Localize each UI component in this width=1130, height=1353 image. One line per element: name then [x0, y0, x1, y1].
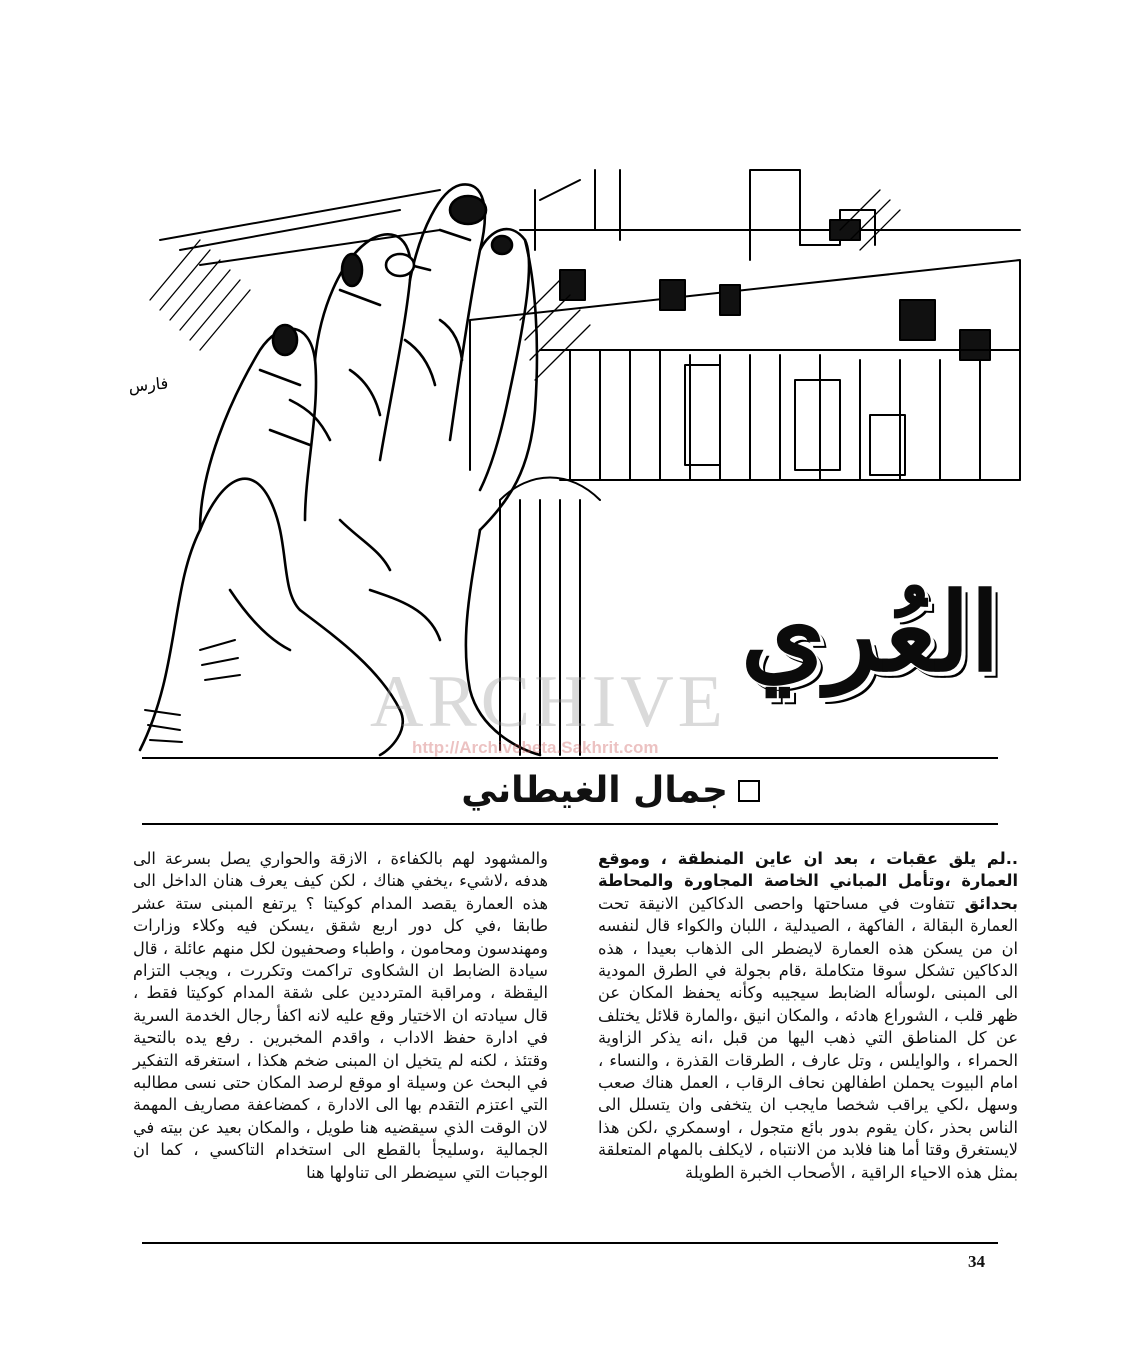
article-column-right — [598, 848, 1018, 1184]
artist-signature: فارس — [127, 373, 169, 396]
article-title: العُري — [740, 570, 1000, 696]
square-bullet-icon — [738, 780, 760, 802]
article-column-left — [133, 848, 548, 1184]
watermark-url: http://Archivebeta.Sakhrit.com — [412, 738, 659, 757]
bottom-rule — [142, 1242, 998, 1244]
byline-rule — [142, 823, 998, 825]
article-lead: ..لم يلق عقبات ، بعد ان عاين المنطقة ، وموقع العمارة ،وتأمل المباني الخاصة المجاورة والمحاطة بحدائق — [598, 849, 1018, 913]
watermark: ARCHIVE — [370, 661, 727, 743]
author-name: جمال الغيطاني — [461, 770, 728, 811]
author-byline — [461, 770, 760, 811]
article-body-right: تتفاوت في مساحتها واحصى الدكاكين الانيقة تحت العمارة البقالة ، الفاكهة ، الصيدلية ، اللبان والكواء قال لنفسه ان من يسكن هذه العمارة لايضطر الى الذهاب بعيدا ، هذه الدكاكين تشكل سوقا متكاملة ،قام بجولة في الطرق المودية الى المبنى ،لوسأله الضابط سيجيبه وكأنه يحفظ المكان عن ظهر قلب ، الشوراع هادئه ، والمكان انيق ،والمارة قلائل يختلف عن كل المناطق التي ذهب اليها من قبل ،انه يذكر الزاوية الحمراء ، والوايلس ، وتل عارف ، الطرقات القذرة ، والنساء ، امام البيوت يحملن اطفالهن نحاف الرقاب ، العمل هناك صعب وسهل ،لكي يراقب شخصا مايجب ان يتخفى وان يتسلل الى الناس بحذر ،كان يقوم بدور بائع متجول ، اوسمكري ،لكن هذا لايستغرق وقتا أما هنا فلابد من الانتباه ، لايكلف بالمهام المتعلقة بمثل هذه الاحياء الراقية ، الأصحاب الخبرة الطويلة — [598, 893, 1018, 1182]
top-rule — [142, 757, 998, 759]
page-number: 34 — [968, 1252, 985, 1271]
texture — [145, 640, 240, 742]
article-body-left: والمشهود لهم بالكفاءة ، الازقة والحواري يصل بسرعة الى هدفه ،لاشيء ،يخفي هناك ، لكن كيف يعرف هنان الداخل الى هذه العمارة يقصد المدام كوكيتا ؟ يرتفع المبنى ستة عشر طابقا ،في كل دور اربع شقق ،يسكن فيه وكلاء وزارات ومهندسون ومحامون ، واطباء وصحفيون لكل منهم عائلة ، قال سيادة الضابط ان الشكاوى تراكمت وتكررت ، ويجب التزام اليقظة ، ومراقبة المترددين على شقة المدام كوكيتا فقط ، قال سيادته ان الاختيار وقع عليه لانه اكفأ رجال الخدمة السرية في ادارة حفظ الاداب ، واقدم المخبرين . رفع يده بالتحية وقتئذ ، لكنه لم يتخيل ان المبنى ضخم هكذا ، استغرقه التفكير في البحث عن وسيلة او موقع لرصد المكان حتى نسى مطالبه التي اعتزم التقدم بها الى الادارة ، كمضاعفة مصاريف المهمة لان الوقت الذي سيقضيه هنا طويل ، والمكان بعيد عن بيته في الجمالية ،وسليجأ بالقطع الى استخدام التاكسي ، كما ان الوجبات التي سيضطر الى تناولها هنا — [133, 849, 548, 1182]
